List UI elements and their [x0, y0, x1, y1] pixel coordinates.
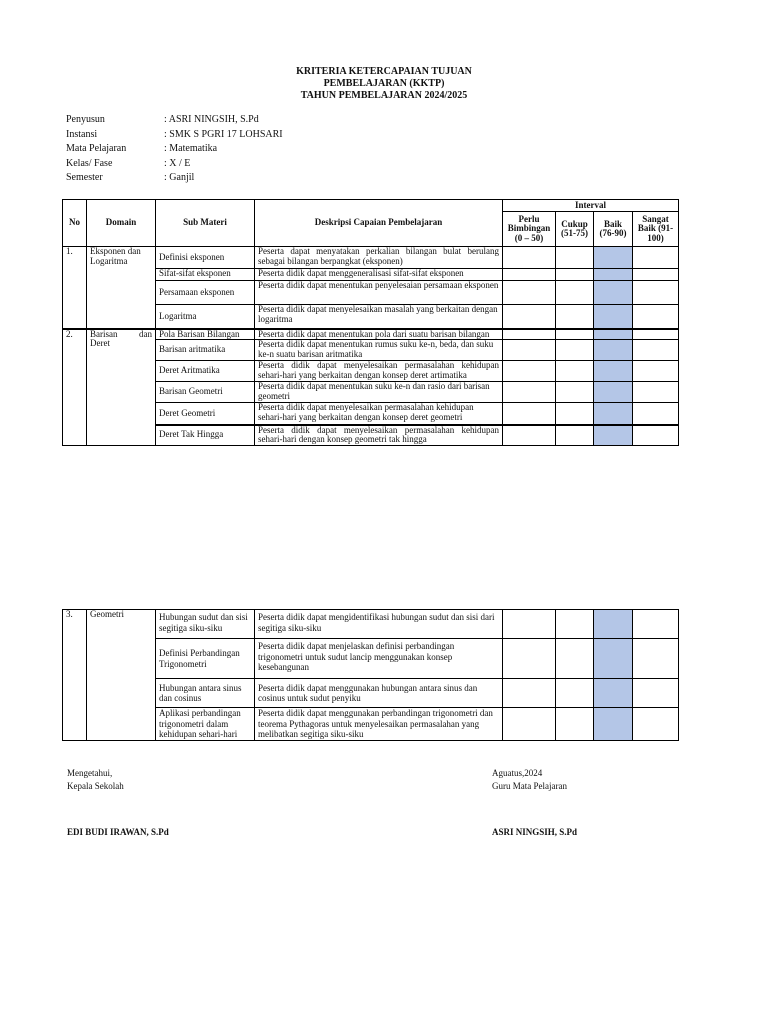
info-label: Semester [66, 172, 103, 183]
cell-cukup [556, 305, 594, 329]
title-line-3: TAHUN PEMBELAJARAN 2024/2025 [300, 90, 468, 101]
deskripsi: Peserta didik dapat menjelaskan definisi perbandingan trigonometri untuk sudut lancip menggunakan konsep kesebangunan [255, 639, 503, 679]
cell-perlu [503, 305, 556, 329]
cell-sangat-baik [633, 340, 679, 361]
deskripsi: Peserta didik dapat menentukan pola dari suatu barisan bilangan [255, 329, 503, 340]
principal-name: EDI BUDI IRAWAN, S.Pd [67, 827, 169, 837]
cell-baik [594, 305, 633, 329]
signature-left [67, 767, 124, 793]
sub-materi: Deret Geometri [156, 403, 255, 425]
title-line-2: PEMBELAJARAN (KKTP) [323, 78, 445, 89]
cell-baik [594, 610, 633, 639]
cell-cukup [556, 340, 594, 361]
cell-perlu [503, 329, 556, 340]
deskripsi: Peserta didik dapat menggunakan hubungan antara sinus dan cosinus untuk sudut penyiku [255, 679, 503, 708]
info-row-mapel [66, 142, 283, 157]
sub-materi: Aplikasi perbandingan trigonometri dalam kehidupan sehari-hari [156, 708, 255, 741]
info-label: Penyusun [66, 114, 105, 125]
row-no: 3. [63, 610, 87, 741]
cell-baik [594, 403, 633, 425]
info-value: : Ganjil [164, 172, 195, 183]
signature-right [492, 767, 567, 793]
cell-baik [594, 361, 633, 382]
cell-sangat-baik [633, 269, 679, 281]
info-row-penyusun [66, 113, 283, 128]
cell-cukup [556, 382, 594, 403]
cell-baik [594, 281, 633, 305]
cell-sangat-baik [633, 639, 679, 679]
deskripsi: Peserta didik dapat menyelesaikan permasalahan kehidupan sehari-hari dengan konsep geometri tak hingga [255, 425, 503, 446]
signature-left-line2: Kepala Sekolah [67, 781, 124, 791]
sub-materi: Persamaan eksponen [156, 281, 255, 305]
cell-perlu [503, 679, 556, 708]
cell-perlu [503, 247, 556, 269]
sub-materi: Deret Tak Hingga [156, 425, 255, 446]
cell-cukup [556, 425, 594, 446]
info-row-instansi [66, 128, 283, 143]
sub-materi: Deret Aritmatika [156, 361, 255, 382]
sub-materi: Definisi eksponen [156, 247, 255, 269]
cell-sangat-baik [633, 382, 679, 403]
deskripsi: Peserta didik dapat menyelesaikan permasalahan kehidupan sehari-hari yang berkaitan dengan konsep deret artimatika [255, 361, 503, 382]
deskripsi: Peserta didik dapat menentukan penyelesaian persamaan eksponen [255, 281, 503, 305]
signature-left-line1: Mengetahui, [67, 768, 113, 778]
header-cukup: Cukup (51-75) [556, 212, 594, 247]
info-block [66, 113, 283, 186]
cell-perlu [503, 403, 556, 425]
domain-word: dan [139, 328, 152, 339]
teacher-name: ASRI NINGSIH, S.Pd [492, 827, 578, 837]
cell-sangat-baik [633, 425, 679, 446]
signature-right-line1: Aguatus,2024 [492, 768, 543, 778]
cell-sangat-baik [633, 305, 679, 329]
domain-word: Barisan [90, 328, 118, 339]
cell-perlu [503, 361, 556, 382]
cell-sangat-baik [633, 403, 679, 425]
info-value: : X / E [164, 157, 191, 169]
cell-baik [594, 639, 633, 679]
info-value: : ASRI NINGSIH, S.Pd [164, 114, 259, 125]
header-interval: Interval [503, 200, 679, 212]
sub-materi: Barisan aritmatika [156, 340, 255, 361]
cell-sangat-baik [633, 679, 679, 708]
cell-perlu [503, 269, 556, 281]
info-label: Mata Pelajaran [66, 143, 127, 154]
info-value: : SMK S PGRI 17 LOHSARI [164, 128, 283, 140]
deskripsi: Peserta didik dapat mengidentifikasi hubungan sudut dan sisi dari segitiga siku-siku [255, 610, 503, 639]
sub-materi: Hubungan antara sinus dan cosinus [156, 679, 255, 708]
cell-cukup [556, 329, 594, 340]
cell-cukup [556, 679, 594, 708]
sub-materi: Barisan Geometri [156, 382, 255, 403]
title-line-1: KRITERIA KETERCAPAIAN TUJUAN [296, 66, 472, 77]
cell-baik [594, 329, 633, 340]
header-no: No [63, 200, 87, 247]
cell-perlu [503, 382, 556, 403]
cell-sangat-baik [633, 329, 679, 340]
deskripsi: Peserta didik dapat menyelesaikan permasalahan kehidupan sehari-hari yang berkaitan dengan konsep deret geometri [255, 403, 503, 425]
header-baik: Baik (76-90) [594, 212, 633, 247]
header-deskripsi: Deskripsi Capaian Pembelajaran [255, 200, 503, 247]
cell-baik [594, 247, 633, 269]
cell-baik [594, 382, 633, 403]
info-label: Instansi [66, 128, 98, 140]
header-sangat-baik: Sangat Baik (91-100) [633, 212, 679, 247]
cell-baik [594, 679, 633, 708]
deskripsi: Peserta dapat menyatakan perkalian bilangan bulat berulang sebagai bilangan berpangkat (eksponen) [255, 247, 503, 269]
signature-right-line2: Guru Mata Pelajaran [492, 781, 567, 791]
cell-cukup [556, 639, 594, 679]
info-label: Kelas/ Fase [66, 157, 113, 169]
sub-materi: Logaritma [156, 305, 255, 329]
cell-perlu [503, 639, 556, 679]
cell-perlu [503, 708, 556, 741]
cell-perlu [503, 610, 556, 639]
info-row-semester [66, 171, 283, 186]
sub-materi: Sifat-sifat eksponen [156, 269, 255, 281]
domain-word: Deret [90, 338, 110, 348]
cell-cukup [556, 610, 594, 639]
cell-perlu [503, 340, 556, 361]
deskripsi: Peserta didik dapat menggeneralisasi sifat-sifat eksponen [255, 269, 503, 281]
sub-materi: Hubungan sudut dan sisi segitiga siku-siku [156, 610, 255, 639]
sub-materi: Pola Barisan Bilangan [156, 329, 255, 340]
cell-baik [594, 425, 633, 446]
info-row-kelas [66, 157, 283, 172]
cell-cukup [556, 281, 594, 305]
row-domain: Eksponen dan Logaritma [87, 247, 156, 329]
sub-materi: Definisi Perbandingan Trigonometri [156, 639, 255, 679]
cell-sangat-baik [633, 281, 679, 305]
cell-sangat-baik [633, 361, 679, 382]
cell-baik [594, 340, 633, 361]
kktp-table-2 [62, 609, 679, 741]
cell-cukup [556, 247, 594, 269]
row-no: 1. [63, 247, 87, 329]
cell-perlu [503, 425, 556, 446]
cell-cukup [556, 269, 594, 281]
cell-cukup [556, 403, 594, 425]
deskripsi: Peserta didik dapat menentukan rumus suku ke-n, beda, dan suku ke-n suatu barisan aritmatika [255, 340, 503, 361]
row-domain: Geometri [87, 610, 156, 741]
deskripsi: Peserta didik dapat menyelesaikan masalah yang berkaitan dengan logaritma [255, 305, 503, 329]
header-perlu-bimbingan: Perlu Bimbingan (0 – 50) [503, 212, 556, 247]
cell-sangat-baik [633, 247, 679, 269]
header-sub-materi: Sub Materi [156, 200, 255, 247]
row-no: 2. [63, 329, 87, 446]
cell-cukup [556, 361, 594, 382]
header-domain: Domain [87, 200, 156, 247]
info-value: : Matematika [164, 143, 218, 154]
cell-cukup [556, 708, 594, 741]
deskripsi: Peserta didik dapat menggunakan perbandingan trigonometri dan teorema Pythagoras untuk menyelesaikan permasalahan yang melibatkan segitiga siku-siku [255, 708, 503, 741]
kktp-table-1 [62, 199, 679, 446]
cell-perlu [503, 281, 556, 305]
row-domain [87, 329, 156, 446]
deskripsi: Peserta didik dapat menentukan suku ke-n dan rasio dari barisan geometri [255, 382, 503, 403]
cell-sangat-baik [633, 610, 679, 639]
cell-baik [594, 269, 633, 281]
cell-sangat-baik [633, 708, 679, 741]
document-title [0, 66, 768, 102]
cell-baik [594, 708, 633, 741]
